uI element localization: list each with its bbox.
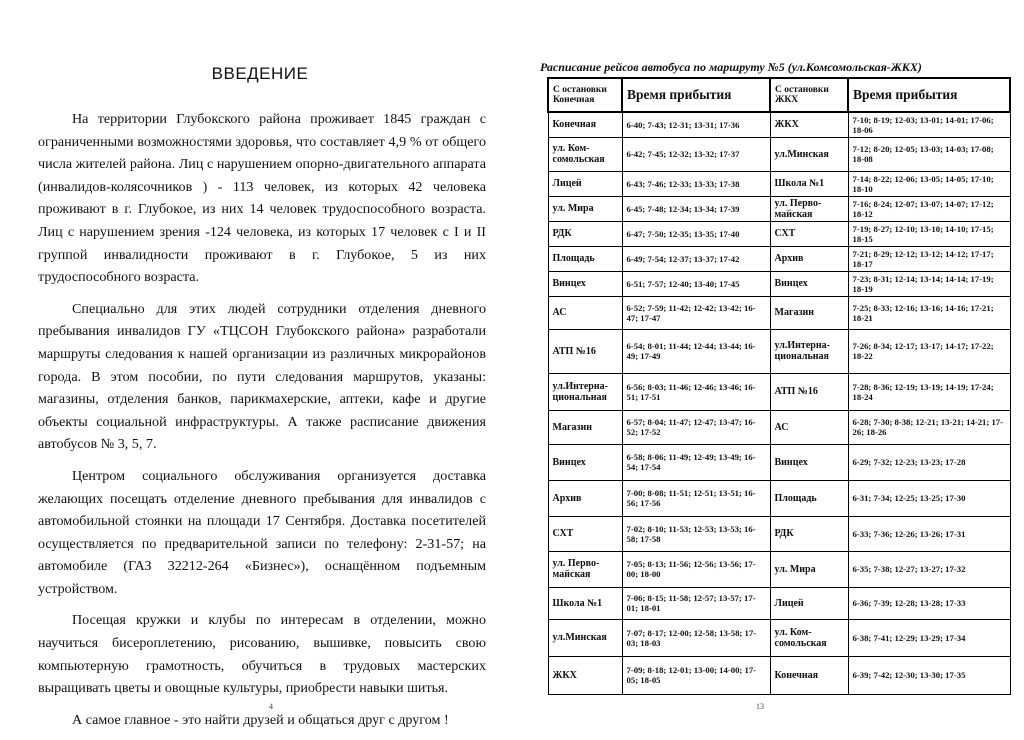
right-page xyxy=(520,0,1024,724)
stop-name-cell: ул.Минская xyxy=(548,619,622,656)
arrival-times-cell: 6-28; 7-30; 8-38; 12-21; 13-21; 14-21; 17-26; 18-26 xyxy=(848,410,1010,444)
table-row xyxy=(548,516,1010,551)
arrival-times-cell: 6-51; 7-57; 12-40; 13-40; 17-45 xyxy=(622,271,770,296)
stop-name-cell: ЖКХ xyxy=(548,656,622,694)
stop-name-cell: Винцех xyxy=(770,444,848,480)
stop-name-cell: СХТ xyxy=(548,516,622,551)
arrival-times-cell: 7-23; 8-31; 12-14; 13-14; 14-14; 17-19; 18-19 xyxy=(848,271,1010,296)
paragraph: Посещая кружки и клубы по интересам в отделении, можно научиться бисероплетению, рисованию, вышивке, повысить свою компьютерную грамотность, обучиться в трудовых мастерских выращивать цветы и овощные культуры, приобрести навыки шитья. xyxy=(38,612,486,697)
arrival-times-cell: 6-31; 7-34; 12-25; 13-25; 17-30 xyxy=(848,480,1010,516)
left-page xyxy=(0,0,520,728)
stop-name-cell: Конечная xyxy=(548,112,622,137)
table-row xyxy=(548,221,1010,246)
arrival-times-cell: 6-57; 8-04; 11-47; 12-47; 13-47; 16-52; 17-52 xyxy=(622,410,770,444)
stop-name-cell: Лицей xyxy=(770,587,848,619)
stop-name-cell: РДК xyxy=(548,221,622,246)
stop-name-cell: Школа №1 xyxy=(548,587,622,619)
stop-name-cell: ЖКХ xyxy=(770,112,848,137)
arrival-times-cell: 7-09; 8-18; 12-01; 13-00; 14-00; 17-05; 18-05 xyxy=(622,656,770,694)
arrival-times-cell: 7-28; 8-36; 12-19; 13-19; 14-19; 17-24; 18-24 xyxy=(848,373,1010,410)
bus-schedule-table xyxy=(547,77,1011,695)
arrival-times-cell: 6-33; 7-36; 12-26; 13-26; 17-31 xyxy=(848,516,1010,551)
arrival-times-cell: 6-58; 8-06; 11-49; 12-49; 13-49; 16-54; 17-54 xyxy=(622,444,770,480)
stop-name-cell: РДК xyxy=(770,516,848,551)
arrival-times-cell: 7-21; 8-29; 12-12; 13-12; 14-12; 17-17; 18-17 xyxy=(848,246,1010,271)
stop-name-cell: Школа №1 xyxy=(770,171,848,196)
header-arrival-time: Время прибытия xyxy=(848,78,1010,112)
arrival-times-cell: 7-14; 8-22; 12-06; 13-05; 14-05; 17-10; 18-10 xyxy=(848,171,1010,196)
stop-name-cell: АТП №16 xyxy=(548,329,622,373)
paragraph: Специально для этих людей сотрудники отделения дневного пребывания инвалидов ГУ «ТЦСОН Глубокского района» разработали маршруты следования к нашей организации из различных микрорайонов города. В этом пособии, по пути следования маршрутов, указаны: магазины, отделения банков, парикмахерские, аптеки, кафе и другие объекты социальной инфраструктуры. А также расписание движения автобусов № 3, 5, 7. xyxy=(38,300,486,453)
stop-name-cell: АТП №16 xyxy=(770,373,848,410)
arrival-times-cell: 7-16; 8-24; 12-07; 13-07; 14-07; 17-12; 18-12 xyxy=(848,196,1010,221)
table-row xyxy=(548,656,1010,694)
stop-name-cell: ул.Интерна- циональная xyxy=(770,329,848,373)
table-row xyxy=(548,444,1010,480)
arrival-times-cell: 7-07; 8-17; 12-00; 12-58; 13-58; 17-03; 18-03 xyxy=(622,619,770,656)
table-row xyxy=(548,137,1010,171)
table-row xyxy=(548,296,1010,329)
stop-name-cell: Площадь xyxy=(548,246,622,271)
stop-name-cell: ул.Интерна- циональная xyxy=(548,373,622,410)
table-row xyxy=(548,171,1010,196)
schedule-title: Расписание рейсов автобуса по маршруту №5 (ул.Комсомольская-ЖКХ) xyxy=(540,60,922,74)
arrival-times-cell: 6-47; 7-50; 12-35; 13-35; 17-40 xyxy=(622,221,770,246)
stop-name-cell: Винцех xyxy=(770,271,848,296)
stop-name-cell: ул.Минская xyxy=(770,137,848,171)
stop-name-cell: Лицей xyxy=(548,171,622,196)
stop-name-cell: ул. Перво- майская xyxy=(548,551,622,587)
header-from-stop: С остановки Конечная xyxy=(548,78,622,112)
stop-name-cell: Винцех xyxy=(548,271,622,296)
table-row xyxy=(548,619,1010,656)
stop-name-cell: СХТ xyxy=(770,221,848,246)
arrival-times-cell: 6-45; 7-48; 12-34; 13-34; 17-39 xyxy=(622,196,770,221)
page-number: 13 xyxy=(756,702,764,711)
header-to-stop: С остановки ЖКХ xyxy=(770,78,848,112)
arrival-times-cell: 7-05; 8-13; 11-56; 12-56; 13-56; 17-00; 18-00 xyxy=(622,551,770,587)
arrival-times-cell: 7-25; 8-33; 12-16; 13-16; 14-16; 17-21; 18-21 xyxy=(848,296,1010,329)
stop-name-cell: АС xyxy=(548,296,622,329)
stop-name-cell: Магазин xyxy=(770,296,848,329)
stop-name-cell: ул. Перво- майская xyxy=(770,196,848,221)
arrival-times-cell: 7-26; 8-34; 12-17; 13-17; 14-17; 17-22; 18-22 xyxy=(848,329,1010,373)
arrival-times-cell: 6-35; 7-38; 12-27; 13-27; 17-32 xyxy=(848,551,1010,587)
paragraph: А самое главное - это найти друзей и общаться друг с другом ! xyxy=(72,711,449,728)
stop-name-cell: ул. Мира xyxy=(548,196,622,221)
page-number: 4 xyxy=(269,702,273,711)
table-row xyxy=(548,587,1010,619)
arrival-times-cell: 6-29; 7-32; 12-23; 13-23; 17-28 xyxy=(848,444,1010,480)
arrival-times-cell: 7-02; 8-10; 11-53; 12-53; 13-53; 16-58; 17-58 xyxy=(622,516,770,551)
arrival-times-cell: 6-42; 7-45; 12-32; 13-32; 17-37 xyxy=(622,137,770,171)
stop-name-cell: Магазин xyxy=(548,410,622,444)
arrival-times-cell: 6-52; 7-59; 11-42; 12-42; 13-42; 16-47; 17-47 xyxy=(622,296,770,329)
arrival-times-cell: 6-49; 7-54; 12-37; 13-37; 17-42 xyxy=(622,246,770,271)
arrival-times-cell: 6-40; 7-43; 12-31; 13-31; 17-36 xyxy=(622,112,770,137)
arrival-times-cell: 7-12; 8-20; 12-05; 13-03; 14-03; 17-08; 18-08 xyxy=(848,137,1010,171)
arrival-times-cell: 6-43; 7-46; 12-33; 13-33; 17-38 xyxy=(622,171,770,196)
stop-name-cell: Архив xyxy=(770,246,848,271)
stop-name-cell: ул. Мира xyxy=(770,551,848,587)
arrival-times-cell: 7-06; 8-15; 11-58; 12-57; 13-57; 17-01; 18-01 xyxy=(622,587,770,619)
arrival-times-cell: 7-19; 8-27; 12-10; 13-10; 14-10; 17-15; 18-15 xyxy=(848,221,1010,246)
table-row xyxy=(548,271,1010,296)
table-row xyxy=(548,112,1010,137)
arrival-times-cell: 6-39; 7-42; 12-30; 13-30; 17-35 xyxy=(848,656,1010,694)
table-row xyxy=(548,329,1010,373)
arrival-times-cell: 6-38; 7-41; 12-29; 13-29; 17-34 xyxy=(848,619,1010,656)
header-arrival-time: Время прибытия xyxy=(622,78,770,112)
intro-text xyxy=(38,108,486,740)
arrival-times-cell: 7-10; 8-19; 12-03; 13-01; 14-01; 17-06; 18-06 xyxy=(848,112,1010,137)
arrival-times-cell: 7-00; 8-08; 11-51; 12-51; 13-51; 16-56; 17-56 xyxy=(622,480,770,516)
stop-name-cell: Винцех xyxy=(548,444,622,480)
table-header-row xyxy=(548,78,1010,112)
arrival-times-cell: 6-56; 8-03; 11-46; 12-46; 13-46; 16-51; 17-51 xyxy=(622,373,770,410)
stop-name-cell: АС xyxy=(770,410,848,444)
arrival-times-cell: 6-36; 7-39; 12-28; 13-28; 17-33 xyxy=(848,587,1010,619)
paragraph: На территории Глубокского района проживает 1845 граждан с ограниченными возможностями здоровья, что составляет 4,9 % от общего числа жителей района. Лиц с нарушением опорно-двигательного аппарата (инвалидов-колясочников ) - 113 человек, из которых 42 человека проживают в г. Глубокое, из них 14 человек трудоспособного возраста. Лиц с нарушением зрения -124 человека, из которых 17 человек с I и II группой инвалидности проживают в г. Глубокое, 5 из них трудоспособного возраста. xyxy=(38,111,486,286)
table-row xyxy=(548,246,1010,271)
stop-name-cell: Площадь xyxy=(770,480,848,516)
table-row xyxy=(548,196,1010,221)
table-row xyxy=(548,480,1010,516)
stop-name-cell: ул. Ком- сомольская xyxy=(548,137,622,171)
table-row xyxy=(548,373,1010,410)
table-row xyxy=(548,410,1010,444)
stop-name-cell: ул. Ком- сомольская xyxy=(770,619,848,656)
paragraph: Центром социального обслуживания организуется доставка желающих посещать отделение дневного пребывания для инвалидов с автомобильной стоянки на площади 17 Сентября. Доставка посетителей осуществляется по предварительной записи по телефону: 2-31-57; на автомобиле (ГАЗ 32212-264 «Бизнес»), оснащённом подъемным устройством. xyxy=(38,467,486,597)
page-heading: ВВЕДЕНИЕ xyxy=(211,64,309,83)
arrival-times-cell: 6-54; 8-01; 11-44; 12-44; 13-44; 16-49; 17-49 xyxy=(622,329,770,373)
table-row xyxy=(548,551,1010,587)
stop-name-cell: Конечная xyxy=(770,656,848,694)
stop-name-cell: Архив xyxy=(548,480,622,516)
